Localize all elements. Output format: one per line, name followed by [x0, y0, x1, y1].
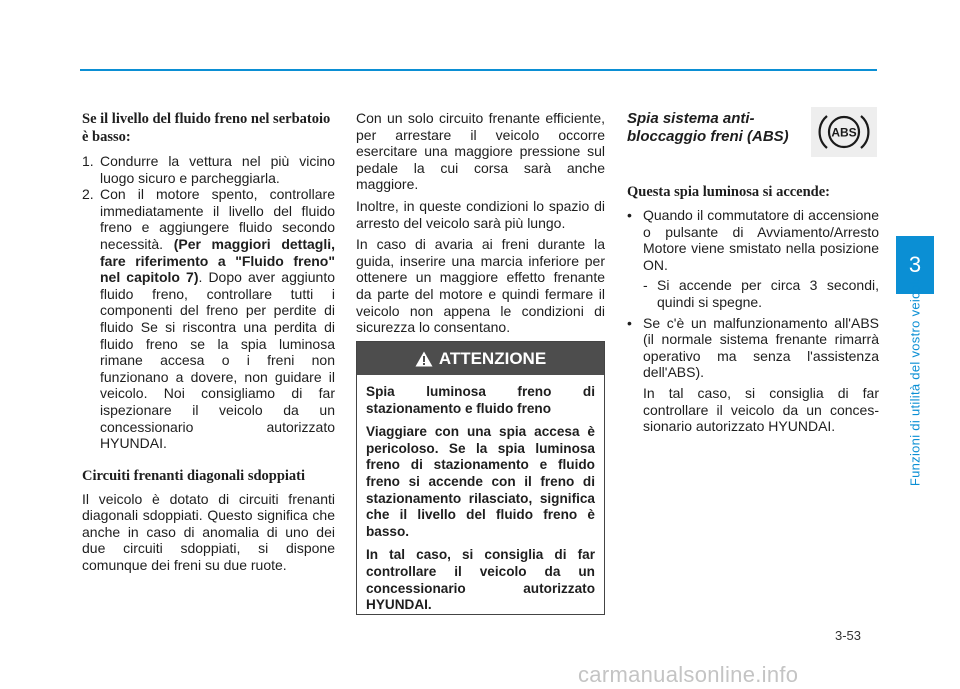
warning-box: [356, 341, 605, 615]
paragraph: In caso di avaria ai freni durante la guida, inserire una marcia inferiore per ottenere un maggiore effetto frenante da parte del motore e quindi fermare il veicolo non appena le condizioni di sicurezza lo consentano.: [356, 236, 605, 336]
paragraph: Il veicolo è dotato di circuiti frenanti diagonali sdoppiati. Questo significa che anche in caso di anomalia di uno dei due circuiti sdoppiati, si dispone comunque dei freni su due ruote.: [82, 490, 335, 574]
list-item: [627, 207, 879, 273]
list-item: [82, 153, 335, 186]
warning-paragraph: In tal caso, si consiglia di far controllare il veicolo da un concessionario autorizzato HYUNDAI.: [366, 547, 595, 613]
dash: -: [643, 277, 648, 294]
warning-triangle-icon: [415, 351, 433, 367]
section-title-abs: Spia sistema anti-bloccaggio freni (ABS): [627, 110, 789, 145]
abs-warning-icon: [811, 107, 877, 157]
list-text: [100, 186, 335, 452]
list-number: 2.: [82, 186, 94, 203]
paragraph: Con un solo circuito frenante efficiente, per arrestare il veicolo occorre esercitare una maggiore pressione sul pedale la cui corsa sarà anche maggiore.: [356, 110, 605, 193]
top-rule: [80, 69, 877, 71]
section-heading-diagonal-circuits: Circuiti frenanti diagonali sdoppiati: [82, 467, 306, 484]
warning-header: [357, 342, 604, 375]
list-text-bold: (Per maggiori dettagli, fare riferimento a "Fluido freno" nel capitolo 7): [100, 235, 335, 286]
warning-subtitle: Spia luminosa freno di stazionamento e fluido freno: [366, 384, 595, 416]
list-text-part: Con il motore spento, controllare immediatamente il livello del fluido freno e aggiungere fluido secondo necessità.: [100, 186, 335, 252]
section-heading-low-fluid: Se il livello del fluido freno nel serbatoio è basso:: [82, 111, 331, 145]
list-number: 1.: [82, 153, 94, 169]
paragraph: Inoltre, in queste condizioni lo spazio di arresto del veicolo sarà più lungo.: [356, 197, 605, 231]
list-text-part: . Dopo aver aggiunto fluido freno, controllare tutti i componenti del freno per perdite di fluido Se si riscontra una perdita di fluido freno se la spia luminosa rimane accesa o i freni non funzionano a dovere, non guidare il veicolo. Noi consigliamo di far ispezionare il veicolo da un concessionario autorizzato HYUNDAI.: [100, 269, 335, 452]
watermark: carmanualsonline.info: [578, 662, 799, 687]
list-text: Condurre la vettura nel più vicino luogo sicuro e parcheggiarla.: [100, 153, 335, 186]
warning-paragraph: Viaggiare con una spia accesa è pericoloso. Se la spia luminosa freno di stazionamento e fluido freno si accende con il freno di stazionamento rilasciato, significa che il livello del fluido freno è basso.: [366, 424, 595, 539]
list-text: Se c'è un malfunzionamento all'ABS (il normale sistema frenante rimarrà operativo ma senza l'assistenza dell'ABS).: [643, 314, 879, 381]
paragraph: In tal caso, si consiglia di far controllare il veicolo da un conces-sionario autorizzato HYUNDAI.: [643, 384, 879, 435]
abs-label: ABS: [831, 125, 857, 140]
warning-title: ATTENZIONE: [438, 348, 547, 368]
column-left: [82, 110, 335, 574]
list-item: [82, 186, 335, 452]
list-text: Quando il commutatore di accensione o pulsante di Avviamento/Arresto Motore viene smistato nella posizione ON.: [643, 207, 879, 273]
list-text: Si accende per circa 3 secondi, quindi si spegne.: [657, 277, 879, 310]
bullet: •: [627, 314, 632, 331]
page-number: 3-53: [835, 628, 862, 643]
column-right: [627, 110, 879, 435]
chapter-title-vertical: Funzioni di utilità del vostro veicolo: [907, 273, 923, 487]
warning-body: [357, 375, 604, 614]
abs-indicator-tile: [811, 107, 877, 157]
column-middle: [356, 110, 605, 336]
bullet: •: [627, 207, 632, 223]
section-subheading: Questa spia luminosa si accende:: [627, 184, 831, 200]
list-item: [627, 315, 879, 381]
list-item: [643, 277, 879, 310]
chapter-number: 3: [908, 252, 922, 277]
